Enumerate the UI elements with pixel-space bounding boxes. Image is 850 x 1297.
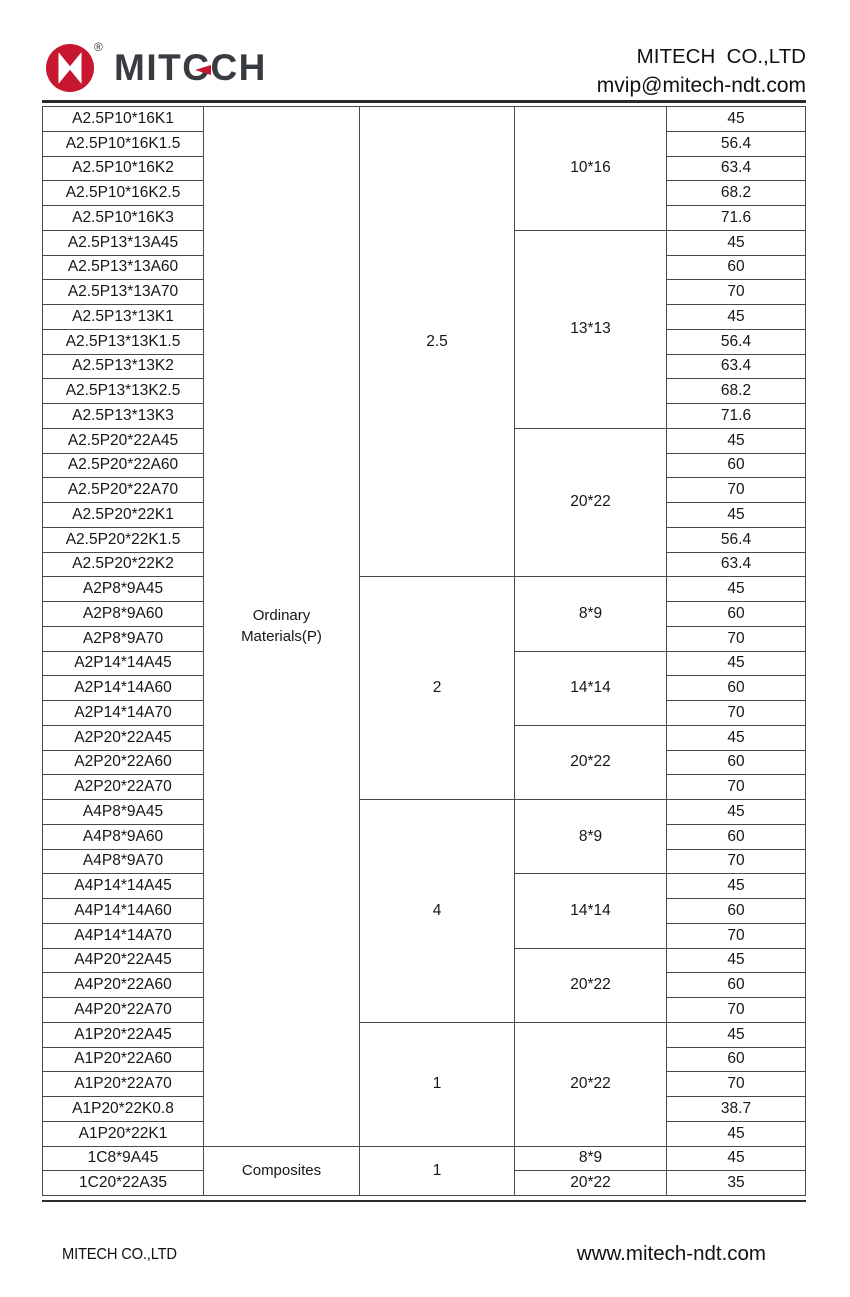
angle-cell: 60: [667, 973, 806, 998]
size-cell: 20*22: [515, 948, 667, 1022]
brand-logo: [46, 40, 267, 92]
model-cell: A2P14*14A45: [43, 651, 204, 676]
size-cell: 10*16: [515, 107, 667, 231]
model-cell: A4P8*9A70: [43, 849, 204, 874]
spec-table-body: [43, 107, 806, 1196]
model-cell: A2.5P20*22K1: [43, 503, 204, 528]
angle-cell: 45: [667, 874, 806, 899]
table-row: [43, 800, 806, 825]
model-cell: A2.5P13*13A45: [43, 230, 204, 255]
angle-cell: 68.2: [667, 181, 806, 206]
angle-cell: 70: [667, 775, 806, 800]
angle-cell: 60: [667, 899, 806, 924]
size-cell: 20*22: [515, 1171, 667, 1196]
angle-cell: 60: [667, 750, 806, 775]
model-cell: A4P14*14A60: [43, 899, 204, 924]
angle-cell: 70: [667, 849, 806, 874]
size-cell: 13*13: [515, 230, 667, 428]
size-cell: 20*22: [515, 1022, 667, 1146]
model-cell: A2.5P10*16K2.5: [43, 181, 204, 206]
angle-cell: 45: [667, 305, 806, 330]
angle-cell: 45: [667, 1022, 806, 1047]
model-cell: 1C8*9A45: [43, 1146, 204, 1171]
model-cell: A4P8*9A60: [43, 824, 204, 849]
angle-cell: 45: [667, 428, 806, 453]
angle-cell: 63.4: [667, 354, 806, 379]
table-row: [43, 1146, 806, 1171]
footer-company-name: MITECH CO.,LTD: [62, 1246, 177, 1263]
model-cell: A2.5P10*16K1: [43, 107, 204, 132]
angle-cell: 45: [667, 725, 806, 750]
frequency-cell: 1: [360, 1022, 515, 1146]
model-cell: A2.5P13*13K1.5: [43, 329, 204, 354]
model-cell: A4P20*22A60: [43, 973, 204, 998]
model-cell: A4P20*22A70: [43, 998, 204, 1023]
header-company-name: MITECH CO.,LTD: [636, 45, 806, 68]
header-email: mvip@mitech-ndt.com: [596, 74, 806, 97]
model-cell: A1P20*22K1: [43, 1121, 204, 1146]
angle-cell: 35: [667, 1171, 806, 1196]
angle-cell: 60: [667, 453, 806, 478]
model-cell: A2.5P20*22K1.5: [43, 527, 204, 552]
model-cell: A2.5P20*22A60: [43, 453, 204, 478]
size-cell: 14*14: [515, 874, 667, 948]
angle-cell: 60: [667, 676, 806, 701]
angle-cell: 68.2: [667, 379, 806, 404]
model-cell: A4P14*14A70: [43, 923, 204, 948]
brand-letter-e: C: [182, 47, 211, 88]
angle-cell: 45: [667, 651, 806, 676]
angle-cell: 70: [667, 701, 806, 726]
angle-cell: 70: [667, 1072, 806, 1097]
spec-table: [42, 106, 806, 1196]
model-cell: A4P8*9A45: [43, 800, 204, 825]
mitech-bowtie-logo-icon: [46, 44, 94, 92]
angle-cell: 60: [667, 255, 806, 280]
size-cell: 8*9: [515, 800, 667, 874]
angle-cell: 71.6: [667, 206, 806, 231]
angle-cell: 70: [667, 923, 806, 948]
angle-cell: 60: [667, 602, 806, 627]
size-cell: 20*22: [515, 725, 667, 799]
angle-cell: 70: [667, 998, 806, 1023]
frequency-cell: 2.5: [360, 107, 515, 577]
angle-cell: 45: [667, 577, 806, 602]
size-cell: 14*14: [515, 651, 667, 725]
model-cell: A2.5P20*22A70: [43, 478, 204, 503]
angle-cell: 45: [667, 800, 806, 825]
table-row: [43, 107, 806, 132]
size-cell: 20*22: [515, 428, 667, 577]
model-cell: A4P20*22A45: [43, 948, 204, 973]
angle-cell: 45: [667, 503, 806, 528]
model-cell: A2.5P13*13K3: [43, 404, 204, 429]
size-cell: 8*9: [515, 577, 667, 651]
frequency-cell: 1: [360, 1146, 515, 1196]
header-divider-rule: [42, 100, 806, 103]
model-cell: A2.5P13*13K2: [43, 354, 204, 379]
angle-cell: 45: [667, 1121, 806, 1146]
model-cell: A2.5P13*13K2.5: [43, 379, 204, 404]
header-contact-block: [597, 45, 806, 98]
model-cell: A2P20*22A45: [43, 725, 204, 750]
model-cell: 1C20*22A35: [43, 1171, 204, 1196]
table-row: [43, 577, 806, 602]
material-cell: Composites: [204, 1146, 360, 1196]
angle-cell: 63.4: [667, 552, 806, 577]
angle-cell: 60: [667, 824, 806, 849]
model-cell: A2P20*22A60: [43, 750, 204, 775]
angle-cell: 71.6: [667, 404, 806, 429]
model-cell: A2.5P10*16K1.5: [43, 131, 204, 156]
angle-cell: 38.7: [667, 1097, 806, 1122]
angle-cell: 56.4: [667, 131, 806, 156]
logo-red-arrow-icon: [195, 65, 211, 75]
angle-cell: 70: [667, 626, 806, 651]
angle-cell: 45: [667, 1146, 806, 1171]
model-cell: A2.5P20*22K2: [43, 552, 204, 577]
model-cell: A2.5P13*13A60: [43, 255, 204, 280]
footer-website: www.mitech-ndt.com: [576, 1242, 766, 1265]
angle-cell: 45: [667, 230, 806, 255]
registered-trademark-icon: ®: [94, 40, 103, 54]
angle-cell: 70: [667, 280, 806, 305]
table-row: [43, 1022, 806, 1047]
angle-cell: 70: [667, 478, 806, 503]
angle-cell: 60: [667, 1047, 806, 1072]
brand-name-right: CH: [210, 47, 267, 88]
model-cell: A1P20*22A60: [43, 1047, 204, 1072]
model-cell: A1P20*22A70: [43, 1072, 204, 1097]
frequency-cell: 2: [360, 577, 515, 800]
material-cell: Ordinary Materials(P): [204, 107, 360, 1147]
angle-cell: 56.4: [667, 329, 806, 354]
model-cell: A2P8*9A60: [43, 602, 204, 627]
model-cell: A2.5P20*22A45: [43, 428, 204, 453]
model-cell: A2P14*14A70: [43, 701, 204, 726]
model-cell: A2P14*14A60: [43, 676, 204, 701]
angle-cell: 45: [667, 948, 806, 973]
frequency-cell: 4: [360, 800, 515, 1023]
angle-cell: 45: [667, 107, 806, 132]
brand-name-left: MIT: [114, 47, 183, 88]
model-cell: A1P20*22K0.8: [43, 1097, 204, 1122]
angle-cell: 56.4: [667, 527, 806, 552]
model-cell: A1P20*22A45: [43, 1022, 204, 1047]
table-bottom-rule: [42, 1200, 806, 1202]
brand-name: [114, 44, 267, 92]
model-cell: A2.5P13*13K1: [43, 305, 204, 330]
model-cell: A2.5P10*16K3: [43, 206, 204, 231]
model-cell: A2P8*9A45: [43, 577, 204, 602]
size-cell: 8*9: [515, 1146, 667, 1171]
model-cell: A2P8*9A70: [43, 626, 204, 651]
model-cell: A2.5P10*16K2: [43, 156, 204, 181]
model-cell: A2.5P13*13A70: [43, 280, 204, 305]
model-cell: A2P20*22A70: [43, 775, 204, 800]
model-cell: A4P14*14A45: [43, 874, 204, 899]
angle-cell: 63.4: [667, 156, 806, 181]
